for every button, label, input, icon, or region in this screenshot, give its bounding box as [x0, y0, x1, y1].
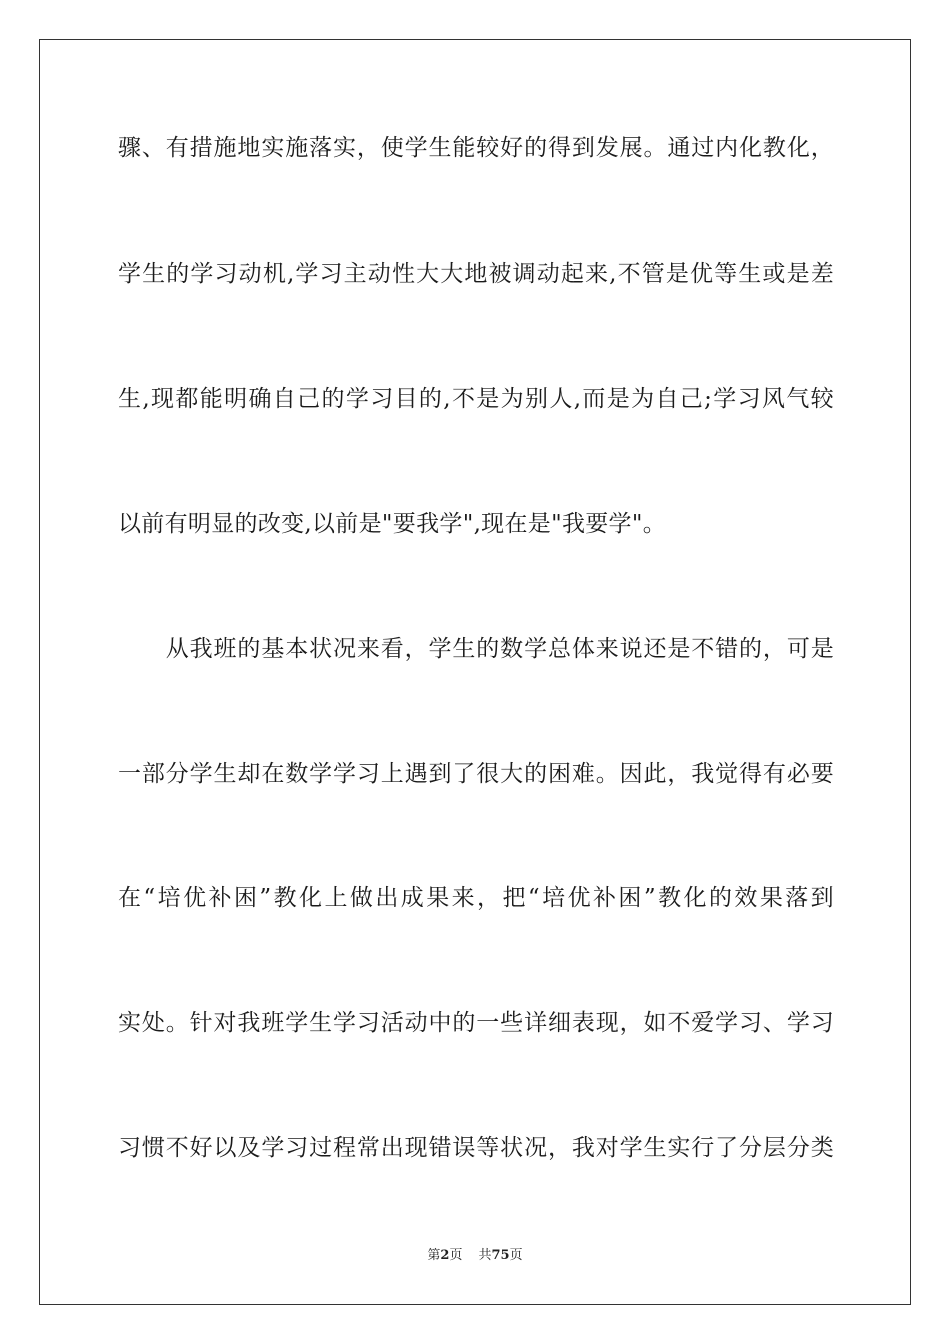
body-line-2: 学生的学习动机,学习主动性大大地被调动起来,不管是优等生或是差	[118, 261, 834, 287]
body-line-9: 习惯不好以及学习过程常出现错误等状况，我对学生实行了分层分类	[118, 1135, 834, 1161]
page-prefix: 第	[427, 1248, 441, 1263]
body-line-7: 在“培优补困”教化上做出成果来，把“培优补困”教化的效果落到	[118, 885, 834, 911]
body-line-6: 一部分学生却在数学学习上遇到了很大的困难。因此，我觉得有必要	[118, 761, 834, 787]
body-line-5: 从我班的基本状况来看，学生的数学总体来说还是不错的，可是	[118, 636, 834, 662]
page-suffix: 页	[449, 1248, 463, 1263]
page-number: 2	[440, 1248, 450, 1263]
total-suffix: 页	[509, 1248, 523, 1263]
body-line-3: 生,现都能明确自己的学习目的,不是为别人,而是为自己;学习风气较	[118, 386, 834, 412]
page-footer	[0, 1247, 950, 1265]
body-line-1: 骤、有措施地实施落实，使学生能较好的得到发展。通过内化教化，	[118, 135, 834, 161]
page-border	[39, 39, 911, 1305]
total-pages: 75	[491, 1248, 510, 1263]
total-prefix: 共	[478, 1248, 492, 1263]
body-line-4: 以前有明显的改变,以前是"要我学",现在是"我要学"。	[118, 511, 667, 537]
body-line-8: 实处。针对我班学生学习活动中的一些详细表现，如不爱学习、学习	[118, 1010, 834, 1036]
